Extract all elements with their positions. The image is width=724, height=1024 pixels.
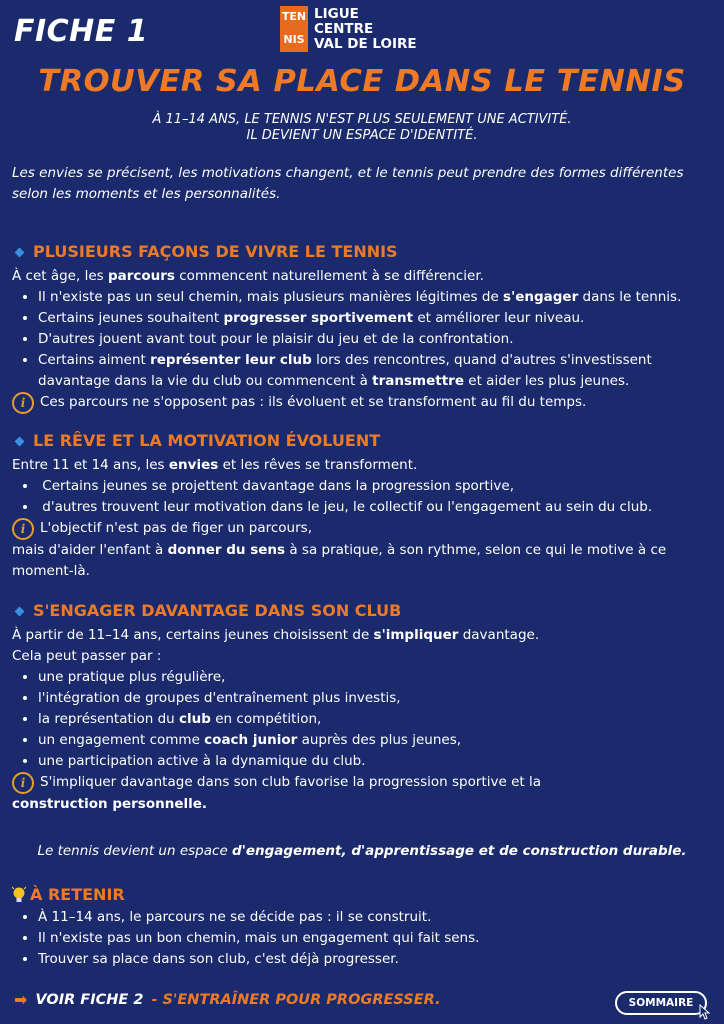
bullet-list [12, 907, 712, 970]
section-reve [12, 431, 718, 582]
logo-line-3: VAL DE LOIRE [314, 36, 417, 52]
info-text: L'objectif n'est pas de figer un parcours, [40, 520, 312, 536]
bullet-list [12, 287, 718, 392]
logo-line-2: CENTRE [314, 21, 374, 37]
retain-title [12, 884, 712, 905]
section-title [12, 431, 718, 451]
list-item: • Il n'existe pas un bon chemin, mais un engagement qui fait sens. [38, 928, 712, 949]
retain-box [12, 884, 712, 970]
list-item: • un engagement comme coach junior auprès des plus jeunes, [38, 730, 718, 751]
list-item: • l'intégration de groupes d'entraînement plus investis, [38, 688, 718, 709]
list-item: • une participation active à la dynamique du club. [38, 751, 718, 772]
info-icon: i [12, 772, 34, 794]
next-fiche-link[interactable] [14, 990, 441, 1009]
info-icon: i [12, 518, 34, 540]
arrow-right-icon: ➡ [14, 990, 28, 1009]
sommaire-button[interactable]: SOMMAIRE [615, 991, 707, 1015]
list-item: • une pratique plus régulière, [38, 667, 718, 688]
list-item: • la représentation du club en compétition, [38, 709, 718, 730]
diamond-icon [15, 606, 25, 616]
list-item: • Certains aiment représenter leur club lors des rencontres, quand d'autres s'investissent davantage dans la vie du club ou commencent à transmettre et aider les plus jeunes. [38, 350, 718, 392]
logo-bottom: NIS [283, 33, 305, 46]
list-item: • Certains jeunes souhaitent progresser sportivement et améliorer leur niveau. [38, 308, 718, 329]
info-icon: i [12, 392, 34, 414]
tennis-logo-box [280, 6, 308, 52]
section-lead: Entre 11 et 14 ans, les envies et les rêves se transforment. [12, 457, 418, 473]
info-text: S'impliquer davantage dans son club favorise la progression sportive et la [40, 774, 541, 790]
logo-line-1: LIGUE [314, 6, 359, 22]
subtitle-line-2: IL DEVIENT UN ESPACE D'IDENTITÉ. [246, 128, 478, 143]
list-item: • Il n'existe pas un seul chemin, mais plusieurs manières légitimes de s'engager dans le tennis. [38, 287, 718, 308]
next-fiche-title[interactable]: - S'ENTRAÎNER POUR PROGRESSER. [151, 991, 441, 1008]
pointer-cursor-icon [697, 1004, 711, 1022]
next-fiche-label[interactable]: VOIR FICHE 2 [35, 991, 144, 1008]
logo-text [314, 7, 417, 52]
info-continuation: construction personnelle. [12, 796, 208, 812]
lightbulb-icon [12, 886, 26, 904]
fiche-label: FICHE 1 [14, 14, 149, 49]
intro-text: Les envies se précisent, les motivations changent, et le tennis peut prendre des formes différentes selon les moments et les personnalités. [12, 165, 684, 202]
list-item: • d'autres trouvent leur motivation dans le jeu, le collectif ou l'engagement au sein du club. [38, 497, 718, 518]
info-note [12, 392, 718, 414]
diamond-icon [15, 436, 25, 446]
page-title: TROUVER SA PLACE DANS LE TENNIS [38, 64, 686, 99]
subtitle [0, 112, 724, 144]
section-title [12, 601, 718, 621]
closing-statement: Le tennis devient un espace d'engagement, d'apprentissage et de construction durable. [37, 843, 687, 859]
bullet-list [12, 476, 718, 518]
section-lead: À partir de 11–14 ans, certains jeunes choisissent de s'impliquer davantage. [12, 627, 540, 643]
list-item: • Certains jeunes se projettent davantage dans la progression sportive, [38, 476, 718, 497]
section-title [12, 242, 718, 262]
bullet-list [12, 667, 718, 772]
retain-title-text: À RETENIR [30, 885, 125, 904]
list-item: • D'autres jouent avant tout pour le plaisir du jeu et de la confrontation. [38, 329, 718, 350]
info-note [12, 518, 718, 540]
logo-top: TEN [281, 10, 307, 23]
section-lead-2: Cela peut passer par : [12, 648, 162, 664]
section-title-text: LE RÊVE ET LA MOTIVATION ÉVOLUENT [33, 431, 381, 450]
list-item: • Trouver sa place dans son club, c'est déjà progresser. [38, 949, 712, 970]
info-text: Ces parcours ne s'opposent pas : ils évoluent et se transforment au fil du temps. [40, 394, 587, 410]
diamond-icon [15, 247, 25, 257]
info-continuation: mais d'aider l'enfant à donner du sens à sa pratique, à son rythme, selon ce qui le motive à ce moment-là. [12, 542, 667, 579]
info-note [12, 772, 718, 794]
section-facons [12, 242, 718, 414]
subtitle-line-1: À 11–14 ANS, LE TENNIS N'EST PLUS SEULEMENT UNE ACTIVITÉ. [152, 112, 572, 127]
list-item: • À 11–14 ans, le parcours ne se décide pas : il se construit. [38, 907, 712, 928]
section-engager [12, 601, 718, 815]
section-lead: À cet âge, les parcours commencent naturellement à se différencier. [12, 268, 484, 284]
ligue-logo [280, 6, 417, 52]
section-title-text: PLUSIEURS FAÇONS DE VIVRE LE TENNIS [33, 242, 398, 261]
section-title-text: S'ENGAGER DAVANTAGE DANS SON CLUB [33, 601, 402, 620]
